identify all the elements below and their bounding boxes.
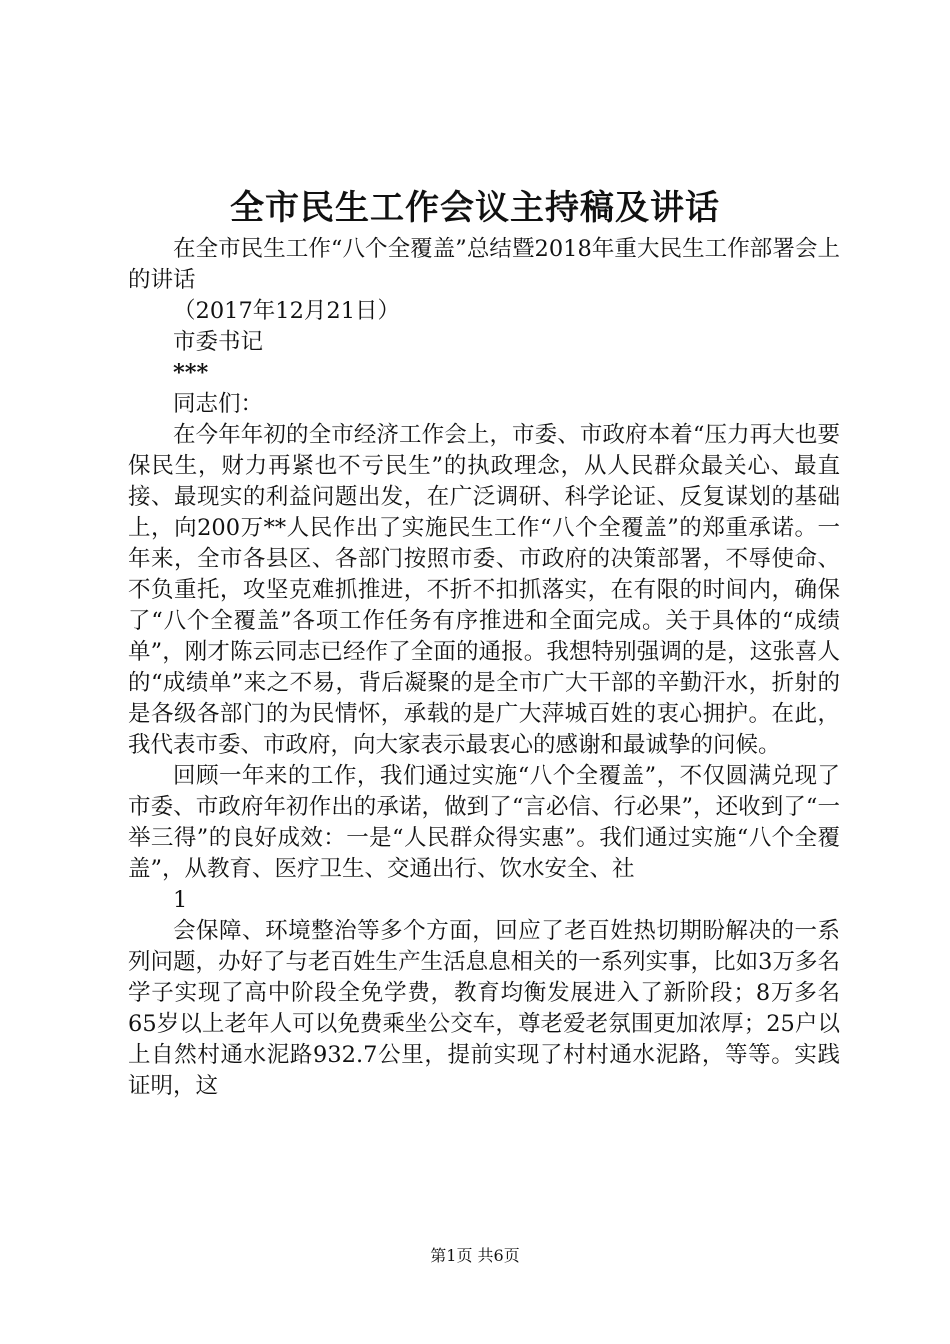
paragraph: 回顾一年来的工作，我们通过实施“八个全覆盖”，不仅圆满兑现了市委、市政府年初作出的承诺，做到了“言必信、行必果”，还收到了“一举三得”的良好成效：一是“人民群众得实惠”。我们通过实施“八个全覆盖”，从教育、医疗卫生、交通出行、饮水安全、社 xyxy=(128,763,840,882)
paragraph-continuation: 会保障、环境整治等多个方面，回应了老百姓热切期盼解决的一系列问题，办好了与老百姓生产生活息息相关的一系列实事，比如3万多名学子实现了高中阶段全免学费，教育均衡发展进入了新阶段；8万多名65岁以上老年人可以免费乘坐公交车，尊老爱老氛围更加浓厚；25户以上自然村通水泥路932.7公里，提前实现了村村通水泥路，等等。实践证明，这 xyxy=(128,918,840,1099)
document-body xyxy=(128,234,840,1102)
paragraph: 在今年年初的全市经济工作会上，市委、市政府本着“压力再大也要保民生，财力再紧也不亏民生”的执政理念，从人民群众最关心、最直接、最现实的利益问题出发，在广泛调研、科学论证、反复谋划的基础上，向200万**人民作出了实施民生工作“八个全覆盖”的郑重承诺。一年来，全市各县区、各部门按照市委、市政府的决策部署，不辱使命、不负重托，攻坚克难抓推进，不折不扣抓落实，在有限的时间内，确保了“八个全覆盖”各项工作任务有序推进和全面完成。关于具体的“成绩单”，刚才陈云同志已经作了全面的通报。我想特别强调的是，这张喜人的“成绩单”来之不易，背后凝聚的是全市广大干部的辛勤汗水，折射的是各级各部门的为民情怀，承载的是广大萍城百姓的衷心拥护。在此，我代表市委、市政府，向大家表示最衷心的感谢和最诚挚的问候。 xyxy=(128,422,840,758)
inline-page-number: 1 xyxy=(173,887,188,913)
speaker-name: *** xyxy=(173,360,209,386)
document-title: 全市民生工作会议主持稿及讲话 xyxy=(230,188,720,228)
speech-date: （2017年12月21日） xyxy=(173,298,401,324)
speaker-title: 市委书记 xyxy=(173,329,264,355)
speech-subtitle: 在全市民生工作“八个全覆盖”总结暨2018年重大民生工作部署会上的讲话 xyxy=(128,236,840,293)
page-footer: 第1页 共6页 xyxy=(430,1246,520,1265)
salutation: 同志们： xyxy=(173,391,264,417)
